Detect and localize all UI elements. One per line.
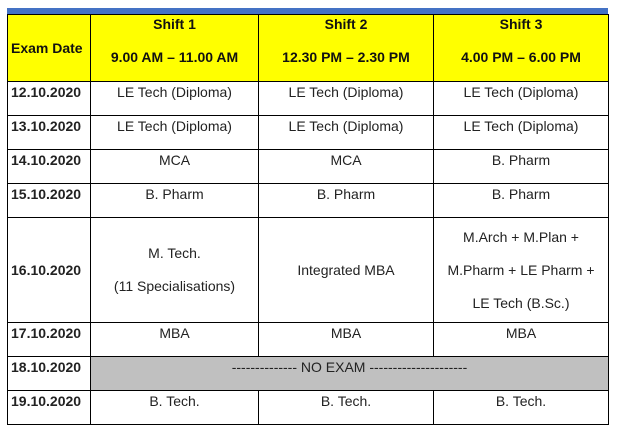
shift-1-cell: MCA [91, 150, 259, 184]
shift-2-cell: MBA [259, 323, 434, 357]
shift-1-cell: LE Tech (Diploma) [91, 116, 259, 150]
line: M. Tech. [148, 245, 201, 261]
table-row [8, 357, 609, 391]
shift-2-cell: LE Tech (Diploma) [259, 82, 434, 116]
date-cell: 16.10.2020 [8, 218, 91, 323]
no-exam-cell: -------------- NO EXAM --------------------- [91, 357, 609, 391]
shift-2-cell: LE Tech (Diploma) [259, 116, 434, 150]
line: (11 Specialisations) [113, 278, 236, 294]
shift-time: 12.30 PM – 2.30 PM [282, 49, 410, 65]
shift-1-cell: B. Tech. [91, 391, 259, 425]
table-row [8, 323, 609, 357]
line: M.Arch + M.Plan + [463, 228, 579, 245]
exam-schedule-table [7, 14, 609, 425]
shift-time: 4.00 PM – 6.00 PM [461, 49, 581, 65]
header-row [8, 15, 609, 82]
table-row [8, 184, 609, 218]
shift-2-cell: B. Tech. [259, 391, 434, 425]
shift-2-cell: B. Pharm [259, 184, 434, 218]
shift-2-cell: MCA [259, 150, 434, 184]
shift-name: Shift 1 [153, 16, 196, 32]
shift-3-cell: B. Pharm [434, 184, 609, 218]
date-cell: 17.10.2020 [8, 323, 91, 357]
table-row [8, 218, 609, 323]
shift-1-cell: LE Tech (Diploma) [91, 82, 259, 116]
shift-3-cell: LE Tech (Diploma) [434, 116, 609, 150]
shift-name: Shift 2 [324, 16, 368, 32]
date-cell: 14.10.2020 [8, 150, 91, 184]
header-shift-1 [91, 15, 259, 82]
shift-3-cell: B. Pharm [434, 150, 609, 184]
header-shift-3 [434, 15, 609, 82]
date-cell: 18.10.2020 [8, 357, 91, 391]
shift-2-cell: Integrated MBA [259, 218, 434, 323]
line: LE Tech (B.Sc.) [472, 294, 570, 311]
shift-3-cell: B. Tech. [434, 391, 609, 425]
table-row [8, 82, 609, 116]
shift-1-cell: B. Pharm [91, 184, 259, 218]
shift-3-cell: MBA [434, 323, 609, 357]
table-row [8, 150, 609, 184]
shift-name: Shift 3 [499, 16, 543, 32]
table-row [8, 391, 609, 425]
line: M.Pharm + LE Pharm + [447, 261, 595, 278]
header-exam-date: Exam Date [8, 15, 91, 82]
date-cell: 13.10.2020 [8, 116, 91, 150]
shift-time: 9.00 AM – 11.00 AM [110, 49, 239, 65]
shift-3-cell: LE Tech (Diploma) [434, 82, 609, 116]
shift-1-cell: MBA [91, 323, 259, 357]
table-row [8, 116, 609, 150]
shift-3-cell [434, 218, 609, 323]
date-cell: 12.10.2020 [8, 82, 91, 116]
shift-1-cell [91, 218, 259, 323]
date-cell: 19.10.2020 [8, 391, 91, 425]
header-shift-2 [259, 15, 434, 82]
date-cell: 15.10.2020 [8, 184, 91, 218]
